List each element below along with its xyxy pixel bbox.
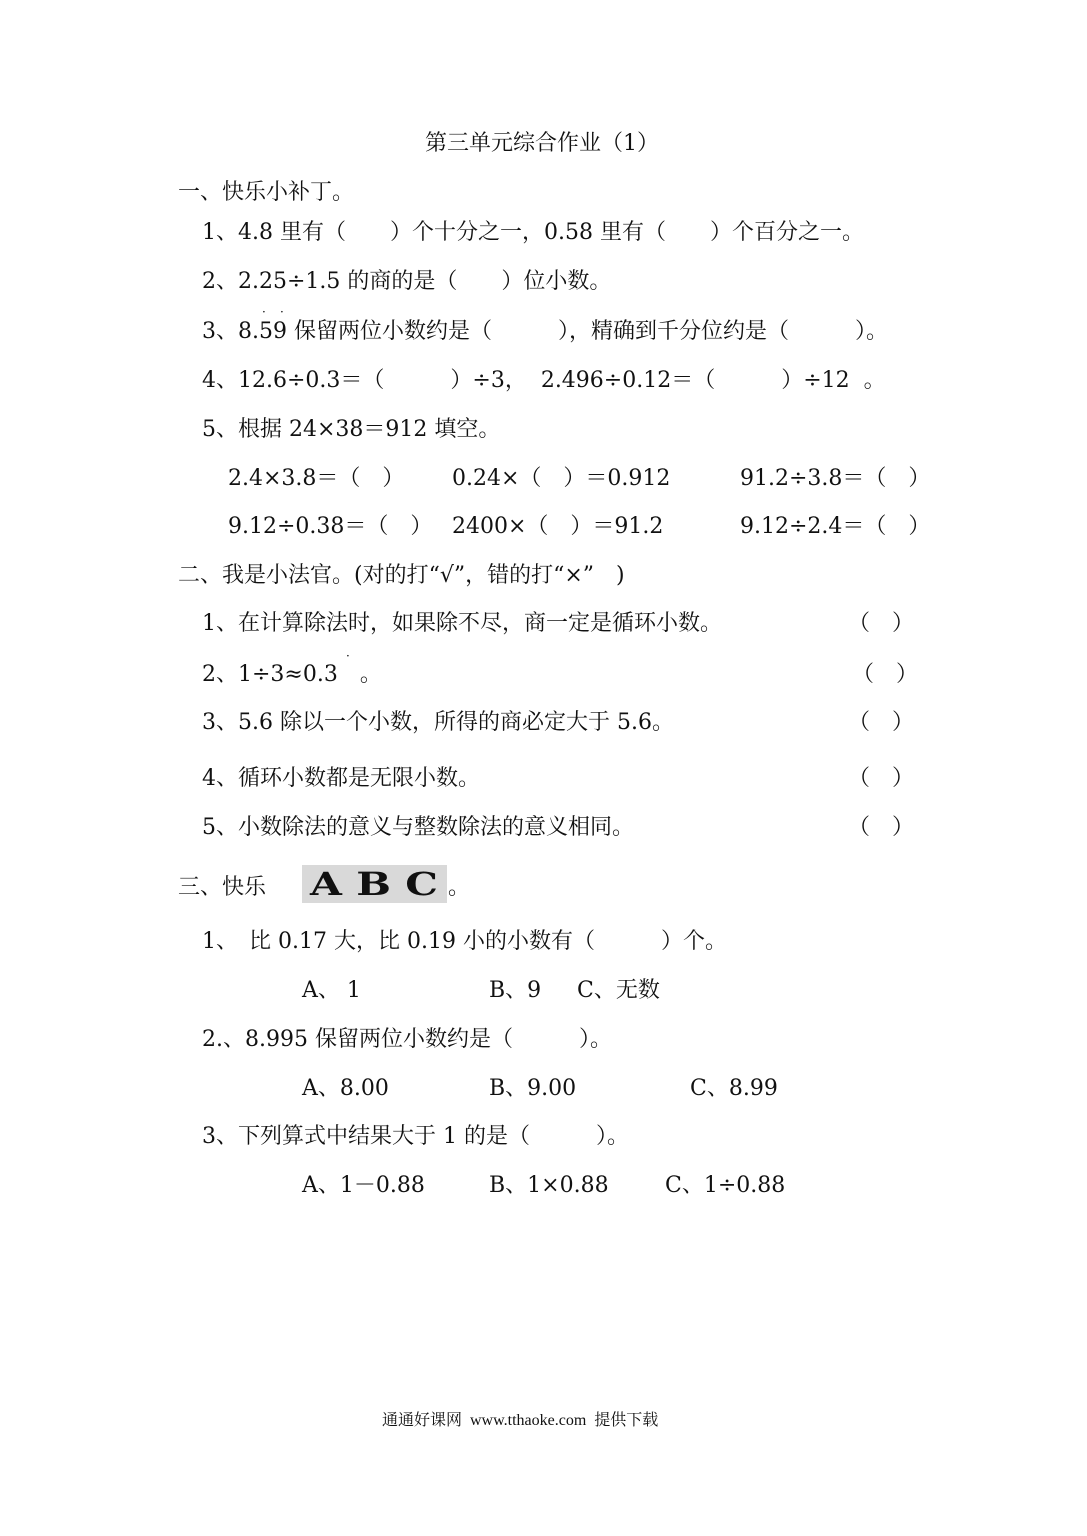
s3-q2-option-c: C、8.99 [690, 1076, 778, 1101]
s2-item-1: 1、在计算除法时，如果除不尽，商一定是循环小数。 [202, 611, 722, 636]
repeating-dot-mark: · [262, 305, 266, 319]
s1-fill-r2b: 2400×（ ）＝91.2 [452, 514, 664, 539]
s2-answer-paren-4: （ ） [848, 766, 915, 791]
s1-question-3: 3、8.59 保留两位小数约是（ ），精确到千分位约是（ ）。 [202, 319, 888, 344]
s3-q1-option-c: C、无数 [577, 978, 660, 1003]
section3-heading: 三、快乐 [178, 875, 267, 900]
s1-fill-r2a: 9.12÷0.38＝（ ） [228, 514, 433, 539]
s1-question-5: 5、根据 24×38＝912 填空。 [202, 417, 501, 442]
page-title: 第三单元综合作业（1） [425, 131, 659, 156]
abc-logo [302, 865, 447, 903]
s3-question-2: 2.、8.995 保留两位小数约是（ ）。 [202, 1027, 612, 1052]
s2-item-3: 3、5.6 除以一个小数，所得的商必定大于 5.6。 [202, 710, 674, 735]
s3-q3-option-b: B、1×0.88 [489, 1173, 609, 1198]
s3-q3-option-c: C、1÷0.88 [665, 1173, 786, 1198]
s1-fill-r2c: 9.12÷2.4＝（ ） [740, 514, 931, 539]
s1-fill-r1b: 0.24×（ ）＝0.912 [452, 466, 671, 491]
repeating-dot-mark: · [280, 305, 284, 319]
s3-q3-option-a: A、1－0.88 [302, 1173, 425, 1198]
s1-fill-r1a: 2.4×3.8＝（ ） [228, 466, 405, 491]
footer-credit: 通通好课网 www.tthaoke.com 提供下载 [382, 1412, 659, 1429]
section3-heading-end: 。 [448, 875, 471, 900]
s2-item-2: 2、1÷3≈0.3 。 [202, 662, 382, 687]
s2-item-5: 5、小数除法的意义与整数除法的意义相同。 [202, 815, 634, 840]
s3-question-3: 3、下列算式中结果大于 1 的是（ ）。 [202, 1124, 629, 1149]
s2-answer-paren-2: （ ） [852, 662, 919, 687]
s2-answer-paren-5: （ ） [848, 815, 915, 840]
section1-heading: 一、快乐小补丁。 [178, 180, 355, 205]
s3-q1-option-a: A、 1 [302, 978, 361, 1003]
s2-answer-paren-3: （ ） [848, 710, 915, 735]
section2-heading: 二、我是小法官。(对的打“√”，错的打“×” ) [178, 563, 625, 588]
s1-question-1: 1、4.8 里有（ ）个十分之一，0.58 里有（ ）个百分之一。 [202, 220, 864, 245]
s3-question-1: 1、 比 0.17 大，比 0.19 小的小数有（ ）个。 [202, 929, 727, 954]
s3-q1-option-b: B、9 [489, 978, 542, 1003]
s1-question-4: 4、12.6÷0.3＝（ ）÷3， 2.496÷0.12＝（ ）÷12 。 [202, 368, 886, 393]
s2-item-4: 4、循环小数都是无限小数。 [202, 766, 480, 791]
repeating-dot-mark: · [346, 649, 350, 663]
s3-q2-option-a: A、8.00 [302, 1076, 389, 1101]
s2-answer-paren-1: （ ） [848, 611, 915, 636]
abc-logo-text: A B C [308, 865, 438, 903]
s3-q2-option-b: B、9.00 [489, 1076, 577, 1101]
s1-question-2: 2、2.25÷1.5 的商的是（ ）位小数。 [202, 269, 612, 294]
s1-fill-r1c: 91.2÷3.8＝（ ） [740, 466, 931, 491]
